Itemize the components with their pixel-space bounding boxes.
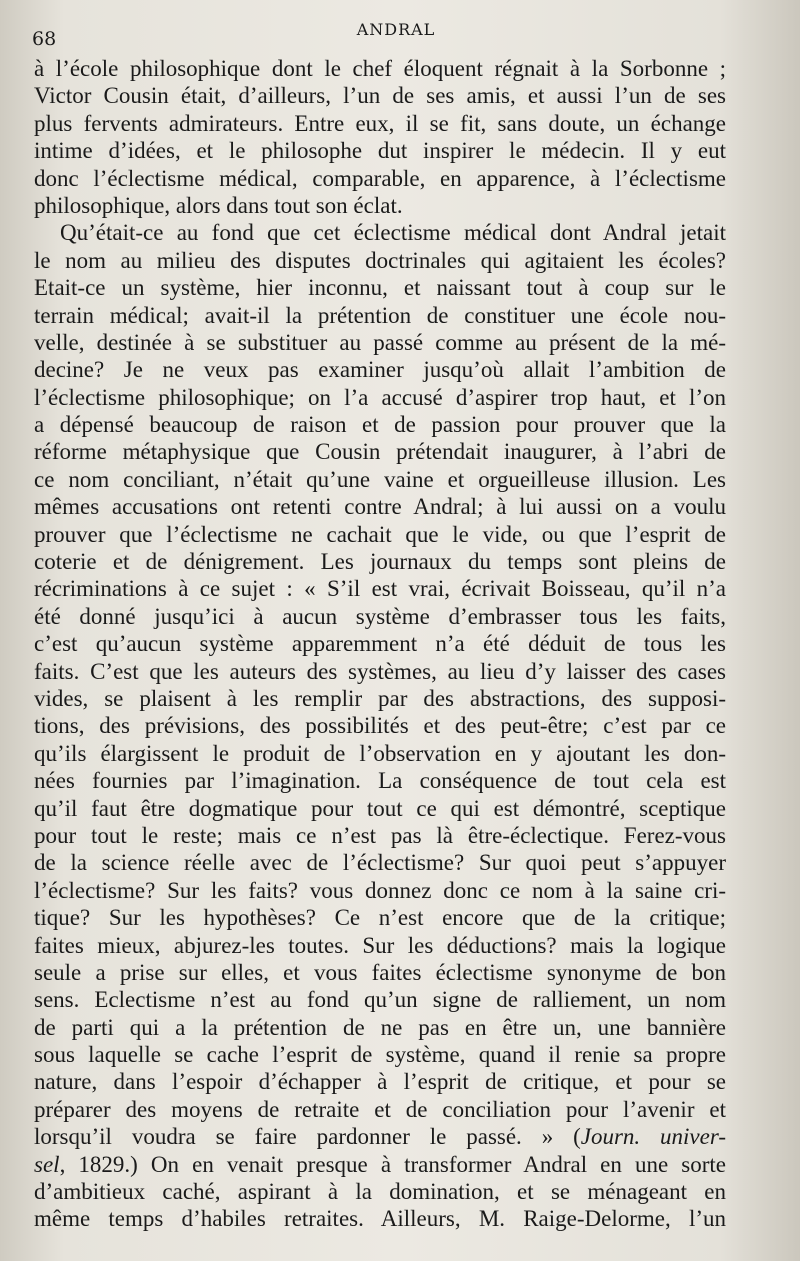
text-line: tions, des prévisions, des possibilités et des peut-être; c’est par ce	[34, 713, 726, 739]
text-line: faites mieux, abjurez-les toutes. Sur les déductions? mais la logique	[34, 932, 726, 958]
text-line: vides, se plaisent à les remplir par des abstractions, des supposi-	[34, 685, 726, 711]
text-line: sous laquelle se cache l’esprit de système, quand il renie sa propre	[34, 1042, 726, 1068]
text-line: sel, 1829.) On en venait presque à transformer Andral en une sorte	[34, 1151, 726, 1177]
text-line: decine? Je ne veux pas examiner jusqu’où allait l’ambition de	[34, 357, 726, 383]
text-line: sens. Eclectisme n’est au fond qu’un signe de ralliement, un nom	[34, 987, 726, 1013]
text-line: prouver que l’éclectisme ne cachait que le vide, ou que l’esprit de	[34, 521, 726, 547]
text-line: Victor Cousin était, d’ailleurs, l’un de ses amis, et aussi l’un de ses	[34, 83, 726, 109]
page-header	[32, 18, 760, 48]
text-line: l’éclectisme? Sur les faits? vous donnez donc ce nom à la saine cri-	[34, 877, 726, 903]
text-line: Qu’était-ce au fond que cet éclectisme médical dont Andral jetait	[60, 220, 726, 246]
text-line: préparer des moyens de retraite et de conciliation pour l’avenir et	[34, 1096, 726, 1122]
text-line: faits. C’est que les auteurs des systèmes, au lieu d’y laisser des cases	[34, 658, 726, 684]
text-line: de la science réelle avec de l’éclectisme? Sur quoi peut s’appuyer	[34, 850, 726, 876]
text-line: intime d’idées, et le philosophe dut inspirer le médecin. Il y eut	[34, 138, 726, 164]
text-line: de parti qui a la prétention de ne pas en être un, une bannière	[34, 1014, 726, 1040]
text-line: le nom au milieu des disputes doctrinales qui agitaient les écoles?	[34, 247, 726, 273]
text-line: seule a prise sur elles, et vous faites éclectisme synonyme de bon	[34, 959, 726, 985]
text-line: terrain médical; avait-il la prétention de constituer une école nou-	[34, 302, 726, 328]
text-line: donc l’éclectisme médical, comparable, en apparence, à l’éclectisme	[34, 165, 726, 191]
text-line: a dépensé beaucoup de raison et de passion pour prouver que la	[34, 412, 726, 438]
page-number: 68	[32, 28, 57, 50]
text-line: Etait-ce un système, hier inconnu, et naissant tout à coup sur le	[34, 275, 726, 301]
body-text	[34, 55, 726, 1233]
text-line: nées fournies par l’imagination. La conséquence de tout cela est	[34, 768, 726, 794]
text-line: velle, destinée à se substituer au passé comme au présent de la mé-	[34, 329, 726, 355]
running-head: ANDRAL	[356, 20, 436, 39]
text-line: d’ambitieux caché, aspirant à la domination, et se ménageant en	[34, 1179, 726, 1205]
text-line: même temps d’habiles retraites. Ailleurs, M. Raige-Delorme, l’un	[34, 1206, 726, 1232]
text-line: mêmes accusations ont retenti contre Andral; à lui aussi on a voulu	[34, 494, 726, 520]
text-line: pour tout le reste; mais ce n’est pas là être-éclectique. Ferez-vous	[34, 822, 726, 848]
text-line: lorsqu’il voudra se faire pardonner le passé. » (Journ. univer-	[34, 1124, 726, 1150]
text-line: c’est qu’aucun système apparemment n’a été déduit de tous les	[34, 631, 726, 657]
text-line: philosophique, alors dans tout son éclat.	[34, 192, 403, 218]
text-line: ce nom conciliant, n’était qu’une vaine et orgueilleuse illusion. Les	[34, 466, 726, 492]
text-line: plus fervents admirateurs. Entre eux, il se fit, sans doute, un échange	[34, 110, 726, 136]
text-line: tique? Sur les hypothèses? Ce n’est encore que de la critique;	[34, 905, 726, 931]
text-line: qu’ils élargissent le produit de l’observation en y ajoutant les don-	[34, 740, 726, 766]
text-line: qu’il faut être dogmatique pour tout ce qui est démontré, sceptique	[34, 795, 726, 821]
text-line: coterie et de dénigrement. Les journaux du temps sont pleins de	[34, 549, 726, 575]
text-line: été donné jusqu’ici à aucun système d’embrasser tous les faits,	[34, 603, 726, 629]
text-line: l’éclectisme philosophique; on l’a accusé d’aspirer trop haut, et l’on	[34, 384, 726, 410]
text-line: réforme métaphysique que Cousin prétendait inaugurer, à l’abri de	[34, 439, 726, 465]
text-line: nature, dans l’espoir d’échapper à l’esprit de critique, et pour se	[34, 1069, 726, 1095]
text-line: à l’école philosophique dont le chef éloquent régnait à la Sorbonne ;	[34, 56, 726, 81]
text-line: récriminations à ce sujet : « S’il est vrai, écrivait Boisseau, qu’il n’a	[34, 576, 726, 602]
